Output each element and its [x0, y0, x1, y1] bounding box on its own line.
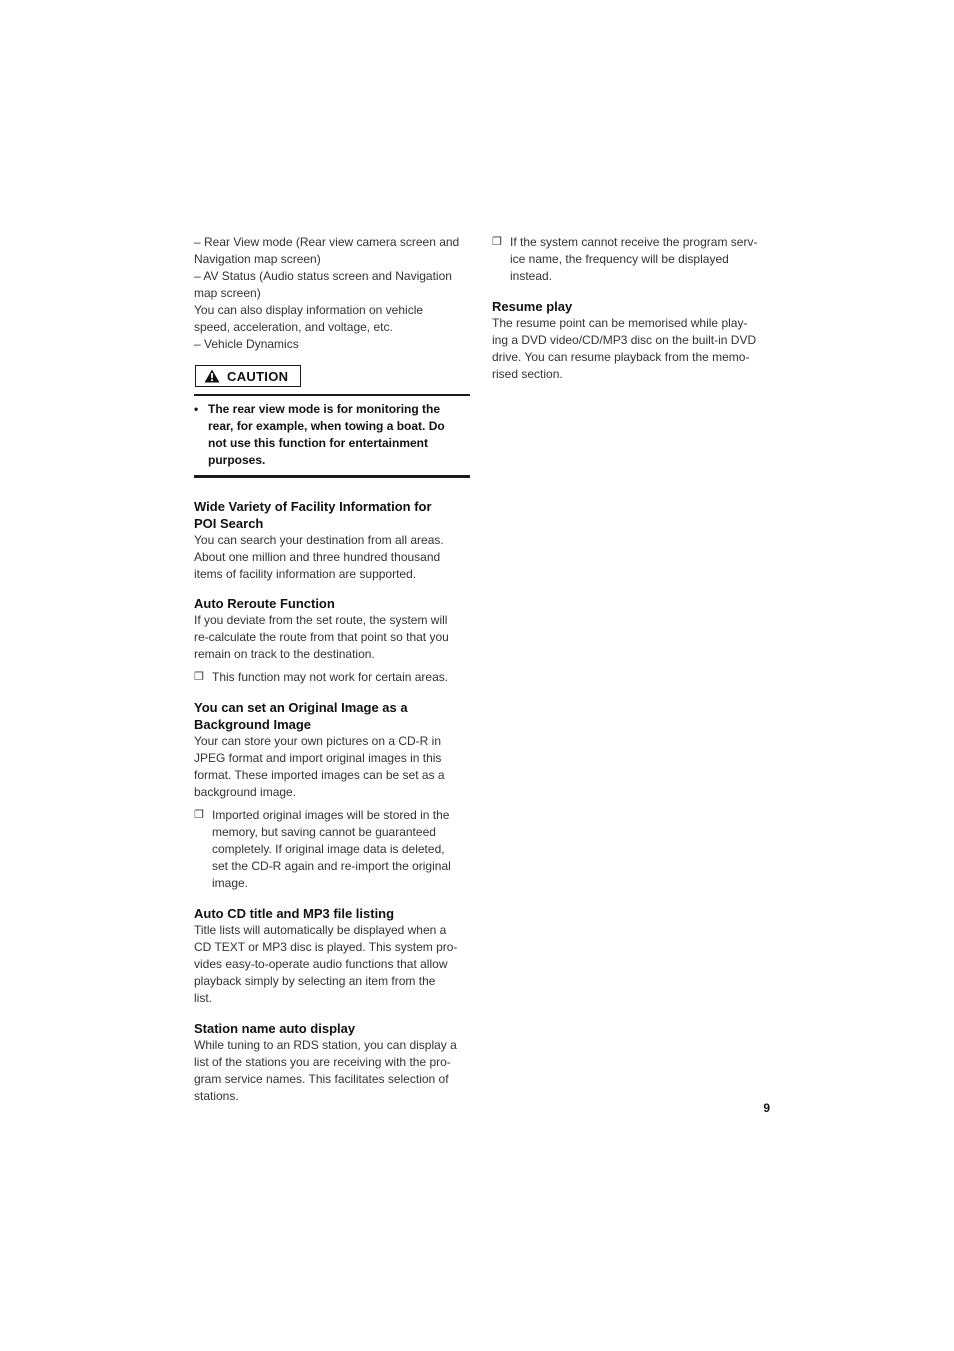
caution-line: not use this function for entertainment [208, 436, 429, 450]
body-line: playback simply by selecting an item from the [194, 974, 436, 988]
section-title: Auto CD title and MP3 file listing [194, 906, 395, 921]
section-station-name [194, 1020, 470, 1105]
checkbox-note-icon: ❐ [492, 236, 502, 248]
body-line: format. These imported images can be set as a [194, 768, 445, 782]
section-title: Auto Reroute Function [194, 596, 335, 611]
body-line: About one million and three hundred thousand [194, 550, 441, 564]
checkbox-note-icon: ❐ [194, 671, 204, 683]
intro-text [194, 234, 470, 353]
body-line: items of facility information are supported. [194, 567, 417, 581]
caution-line: purposes. [208, 453, 266, 467]
body-line: If you deviate from the set route, the system will [194, 613, 448, 627]
note-line: memory, but saving cannot be guaranteed [212, 825, 436, 839]
checkbox-note-icon: ❐ [194, 809, 204, 821]
section-title-line: Wide Variety of Facility Information for [194, 499, 432, 514]
section-cd-title-listing [194, 905, 470, 1007]
body-line: stations. [194, 1089, 239, 1103]
body-line: You can search your destination from all areas. [194, 533, 444, 547]
intro-line: – AV Status (Audio status screen and Navigation [194, 269, 452, 283]
note [194, 669, 470, 686]
body-line: vides easy-to-operate audio functions that allow [194, 957, 448, 971]
intro-line: – Vehicle Dynamics [194, 337, 299, 351]
caution-text: CAUTION [227, 368, 289, 384]
section-auto-reroute [194, 595, 470, 686]
note-line: image. [212, 876, 249, 890]
section-title [194, 498, 470, 532]
right-column [492, 234, 770, 383]
body-line: drive. You can resume playback from the memo- [492, 350, 750, 364]
note-line: ice name, the frequency will be displayed [510, 252, 729, 266]
bullet: • [194, 402, 199, 416]
section-title [194, 699, 470, 733]
section-poi-search [194, 498, 470, 583]
body-line: re-calculate the route from that point so that you [194, 630, 449, 644]
section-title: Station name auto display [194, 1021, 356, 1036]
body-line: The resume point can be memorised while play- [492, 316, 748, 330]
caution-item [194, 401, 470, 469]
body-line: While tuning to an RDS station, you can display a [194, 1038, 457, 1052]
section-background-image [194, 699, 470, 892]
section-title-line: You can set an Original Image as a [194, 700, 408, 715]
body-line: rised section. [492, 367, 563, 381]
body-line: background image. [194, 785, 297, 799]
caution-line: The rear view mode is for monitoring the [208, 402, 441, 416]
body-line: gram service names. This facilitates selection of [194, 1072, 449, 1086]
left-column [194, 234, 470, 1105]
note [492, 234, 770, 285]
section-title-line: Background Image [194, 717, 312, 732]
body-line: list of the stations you are receiving with the pro- [194, 1055, 451, 1069]
page-number: 9 [763, 1101, 770, 1115]
intro-line: – Rear View mode (Rear view camera screen and [194, 235, 460, 249]
intro-line: map screen) [194, 286, 261, 300]
section-title-line: POI Search [194, 516, 264, 531]
note [194, 807, 470, 892]
note-line: If the system cannot receive the program serv- [510, 235, 758, 249]
caution-box [194, 394, 470, 478]
note-line: set the CD-R again and re-import the original [212, 859, 451, 873]
note-line: instead. [510, 269, 553, 283]
section-title: Resume play [492, 299, 573, 314]
body-line: Title lists will automatically be displayed when a [194, 923, 447, 937]
warning-triangle-icon [204, 369, 220, 383]
caution-label [195, 365, 301, 387]
body-line: ing a DVD video/CD/MP3 disc on the built-in DVD [492, 333, 757, 347]
intro-line: speed, acceleration, and voltage, etc. [194, 320, 393, 334]
intro-line: Navigation map screen) [194, 252, 321, 266]
body-line: CD TEXT or MP3 disc is played. This system pro- [194, 940, 458, 954]
note-line: completely. If original image data is deleted, [212, 842, 445, 856]
section-resume-play [492, 298, 770, 383]
note-line: This function may not work for certain areas. [212, 670, 449, 684]
body-line: remain on track to the destination. [194, 647, 375, 661]
body-line: Your can store your own pictures on a CD-R in [194, 734, 442, 748]
intro-line: You can also display information on vehicle [194, 303, 424, 317]
body-line: JPEG format and import original images in this [194, 751, 442, 765]
note-line: Imported original images will be stored in the [212, 808, 450, 822]
caution-line: rear, for example, when towing a boat. Do [208, 419, 445, 433]
body-line: list. [194, 991, 212, 1005]
